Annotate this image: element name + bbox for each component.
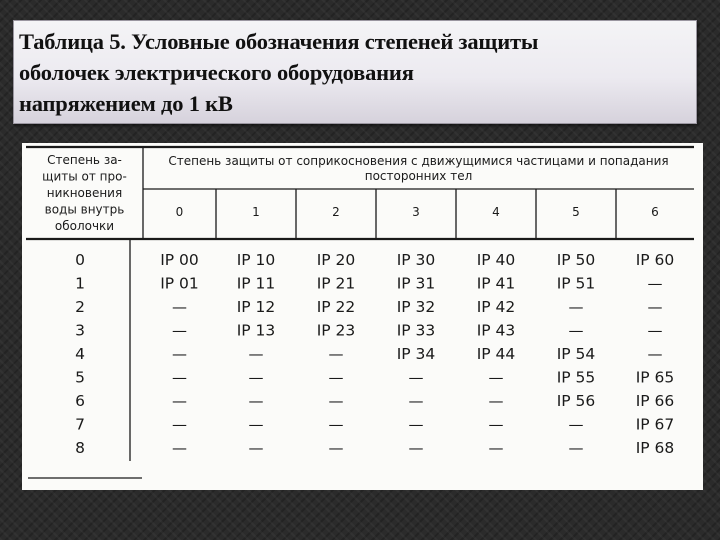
table-cell-empty: — bbox=[568, 439, 584, 457]
table-cell-empty: — bbox=[328, 368, 344, 387]
table-cell: IP 43 bbox=[476, 321, 516, 340]
table-cell: IP 55 bbox=[556, 368, 596, 387]
row-label: 1 bbox=[75, 274, 85, 293]
table-cell-empty: — bbox=[647, 345, 663, 363]
table-cell-empty: — bbox=[248, 392, 264, 410]
slide-title: Таблица 5. Условные обозначения степеней защиты оболочек электрического оборудования напряжением до 1 кВ bbox=[19, 29, 539, 116]
table-cell-empty: — bbox=[488, 392, 504, 410]
table-cell-empty: — bbox=[172, 392, 187, 410]
column-header: 6 bbox=[651, 205, 659, 219]
table-cell: IP 65 bbox=[635, 368, 675, 387]
table-cell-empty: — bbox=[172, 368, 187, 387]
table-cell-empty: — bbox=[488, 439, 504, 457]
table-cell-empty: — bbox=[328, 439, 344, 457]
table-cell-empty: — bbox=[248, 345, 264, 363]
column-header: 4 bbox=[492, 205, 500, 219]
row-header-line: никновения bbox=[46, 186, 123, 200]
table-cell: IP 00 bbox=[160, 251, 199, 269]
row-label: 6 bbox=[75, 392, 85, 410]
table-cell: IP 34 bbox=[396, 345, 436, 363]
table-cell: IP 01 bbox=[160, 274, 199, 293]
table-cell-empty: — bbox=[568, 298, 584, 316]
table-cell: IP 67 bbox=[635, 415, 675, 434]
table-cell-empty: — bbox=[328, 415, 344, 434]
table-cell: IP 60 bbox=[635, 251, 675, 269]
row-header-line: щиты от про- bbox=[42, 169, 127, 184]
table-cell: IP 23 bbox=[316, 321, 356, 340]
table-cell: IP 40 bbox=[476, 251, 516, 269]
table-cell-empty: — bbox=[488, 415, 504, 434]
table-cell: IP 66 bbox=[635, 392, 675, 410]
column-header: 2 bbox=[332, 205, 340, 219]
table-cell: IP 20 bbox=[316, 251, 356, 269]
column-header: 1 bbox=[252, 205, 260, 219]
table-cell: IP 21 bbox=[316, 274, 356, 293]
table-cell: IP 44 bbox=[476, 345, 516, 363]
table-cell: IP 12 bbox=[236, 298, 276, 316]
table-cell-empty: — bbox=[408, 415, 424, 434]
table-cell-empty: — bbox=[647, 321, 663, 340]
table-cell: IP 10 bbox=[236, 251, 276, 269]
table-cell-empty: — bbox=[328, 392, 344, 410]
column-header: 0 bbox=[175, 205, 184, 219]
table-cell: IP 13 bbox=[236, 321, 276, 340]
table-cell-empty: — bbox=[568, 321, 584, 340]
row-label: 3 bbox=[75, 321, 85, 340]
table-cell-empty: — bbox=[248, 439, 264, 457]
table-cell-empty: — bbox=[172, 345, 187, 363]
table-cell: IP 31 bbox=[396, 274, 436, 293]
table-cell: IP 41 bbox=[476, 274, 516, 293]
table-cell: IP 32 bbox=[396, 298, 436, 316]
table-cell: IP 50 bbox=[556, 251, 596, 269]
column-group-header-line: Степень защиты от соприкосновения с движущимися частицами и попадания bbox=[168, 154, 669, 168]
table-cell: IP 51 bbox=[556, 274, 596, 293]
row-header-line: Степень за- bbox=[47, 153, 122, 167]
row-label: 0 bbox=[75, 251, 85, 269]
table-cell-empty: — bbox=[488, 368, 504, 387]
table-cell-empty: — bbox=[172, 439, 187, 457]
table-cell-empty: — bbox=[172, 298, 187, 316]
row-header-line: воды внутрь bbox=[44, 202, 125, 217]
table-cell: IP 54 bbox=[556, 345, 596, 363]
table-cell-empty: — bbox=[647, 298, 663, 316]
row-label: 4 bbox=[75, 345, 85, 363]
table-cell-empty: — bbox=[408, 392, 424, 410]
table-cell-empty: — bbox=[172, 415, 187, 434]
table-cell-empty: — bbox=[647, 274, 663, 293]
row-label: 5 bbox=[75, 368, 85, 387]
table-cell-empty: — bbox=[328, 345, 344, 363]
title-panel bbox=[13, 20, 697, 124]
column-header: 5 bbox=[572, 205, 580, 219]
table-cell-empty: — bbox=[408, 439, 424, 457]
table-cell: IP 42 bbox=[476, 298, 516, 316]
ip-protection-table bbox=[22, 143, 703, 490]
scanned-table-image bbox=[22, 143, 703, 490]
table-cell: IP 68 bbox=[635, 439, 675, 457]
row-header-line: оболочки bbox=[54, 219, 115, 233]
column-header: 3 bbox=[412, 205, 420, 219]
table-cell: IP 30 bbox=[396, 251, 436, 269]
table-cell-empty: — bbox=[568, 415, 584, 434]
column-group-header-line: посторонних тел bbox=[364, 169, 473, 183]
table-cell: IP 33 bbox=[396, 321, 436, 340]
row-label: 8 bbox=[75, 439, 85, 457]
table-cell-empty: — bbox=[248, 368, 264, 387]
table-cell-empty: — bbox=[248, 415, 264, 434]
table-cell: IP 11 bbox=[236, 274, 276, 293]
row-label: 2 bbox=[75, 298, 85, 316]
table-cell-empty: — bbox=[408, 368, 424, 387]
row-label: 7 bbox=[75, 415, 85, 434]
table-cell: IP 56 bbox=[556, 392, 596, 410]
table-cell-empty: — bbox=[172, 321, 187, 340]
table-cell: IP 22 bbox=[316, 298, 356, 316]
